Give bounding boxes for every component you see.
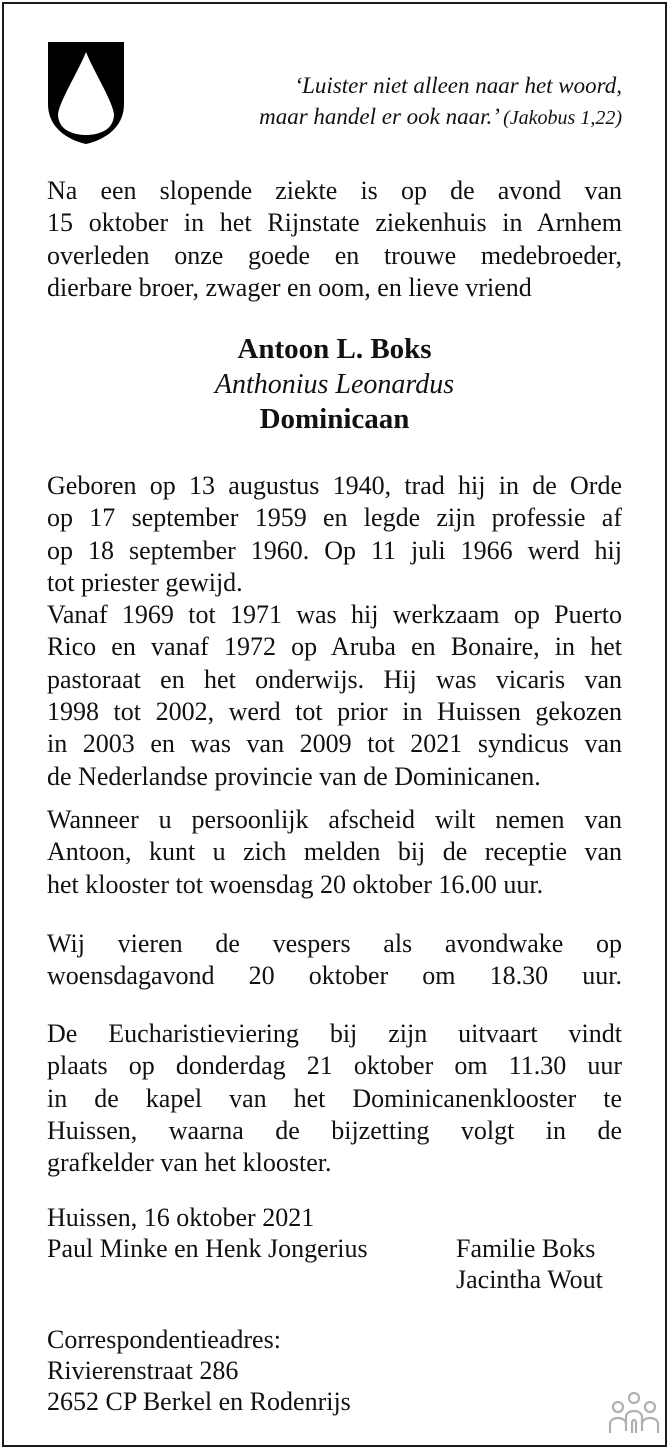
text-line: in de kapel van het Dominicanenklooster te xyxy=(47,1083,622,1113)
deceased-order: Dominicaan xyxy=(259,403,410,435)
signatory-names: Paul Minke en Henk Jongerius xyxy=(47,1234,368,1263)
bible-quote xyxy=(160,70,622,134)
text-line: grafkelder van het klooster. xyxy=(47,1148,332,1178)
quote-line-1: ‘Luister niet alleen naar het woord, xyxy=(294,73,622,98)
text-line: Rico en vanaf 1972 op Aruba en Bonaire, in het xyxy=(47,632,622,662)
text-line: woensdagavond 20 oktober om 18.30 uur. xyxy=(47,961,622,991)
text-line: op 17 september 1959 en legde zijn professie af xyxy=(47,503,622,533)
address-street: Rivierenstraat 286 xyxy=(47,1356,239,1385)
signature-right xyxy=(456,1233,603,1295)
text-line: Vanaf 1969 tot 1971 was hij werkzaam op Puerto xyxy=(47,600,622,630)
text-line: pastoraat en het onderwijs. Hij was vicaris van xyxy=(47,664,622,694)
text-line: de Nederlandse provincie van de Dominicanen. xyxy=(47,761,541,791)
quote-line-2: maar handel er ook naar.’ xyxy=(259,104,498,129)
text-line: tot priester gewijd. xyxy=(47,567,243,597)
deceased-full-name: Anthonius Leonardus xyxy=(214,369,455,400)
text-line: Huissen, waarna de bijzetting volgt in de xyxy=(47,1115,622,1145)
signature-left xyxy=(47,1202,368,1264)
text-line: Wanneer u persoonlijk afscheid wilt nemen van xyxy=(47,805,622,834)
text-line: 15 oktober in het Rijnstate ziekenhuis in Arnhem xyxy=(47,208,622,238)
address-label: Correspondentieadres: xyxy=(47,1325,281,1354)
text-line: 1998 tot 2002, werd tot prior in Huissen gekozen xyxy=(47,697,622,727)
farewell-paragraph xyxy=(47,804,622,901)
place-date: Huissen, 16 oktober 2021 xyxy=(47,1203,315,1232)
quote-reference: (Jakobus 1,22) xyxy=(503,107,622,129)
text-line: De Eucharistieviering bij zijn uitvaart vindt xyxy=(47,1019,622,1048)
deceased-name-block xyxy=(0,332,669,437)
family-name: Jacintha Wout xyxy=(456,1265,603,1294)
text-line: Wij vieren de vespers als avondwake op xyxy=(47,929,622,958)
family-name: Familie Boks xyxy=(456,1234,596,1263)
people-group-icon xyxy=(608,1391,660,1435)
text-line: Na een slopende ziekte is op de avond van xyxy=(47,176,622,205)
address-city: 2652 CP Berkel en Rodenrijs xyxy=(47,1387,351,1416)
text-line: overleden onze goede en trouwe medebroeder, xyxy=(47,240,622,270)
vespers-paragraph xyxy=(47,928,622,993)
text-line: het klooster tot woensdag 20 oktober 16.00 uur. xyxy=(47,869,544,899)
correspondence-address xyxy=(47,1324,351,1417)
deceased-name: Antoon L. Boks xyxy=(237,333,432,365)
text-line: dierbare broer, zwager en oom, en lieve vriend xyxy=(47,272,532,302)
biography-paragraph xyxy=(47,470,622,793)
text-line: op 18 september 1960. Op 11 juli 1966 werd hij xyxy=(47,535,622,565)
text-line: plaats op donderdag 21 oktober om 11.30 uur xyxy=(47,1051,622,1081)
funeral-paragraph xyxy=(47,1018,622,1179)
text-line: in 2003 en was van 2009 tot 2021 syndicus van xyxy=(47,729,622,759)
intro-paragraph xyxy=(47,175,622,304)
text-line: Antoon, kunt u zich melden bij de receptie van xyxy=(47,837,622,867)
text-line: Geboren op 13 augustus 1940, trad hij in de Orde xyxy=(47,471,622,500)
shield-icon xyxy=(48,42,124,144)
